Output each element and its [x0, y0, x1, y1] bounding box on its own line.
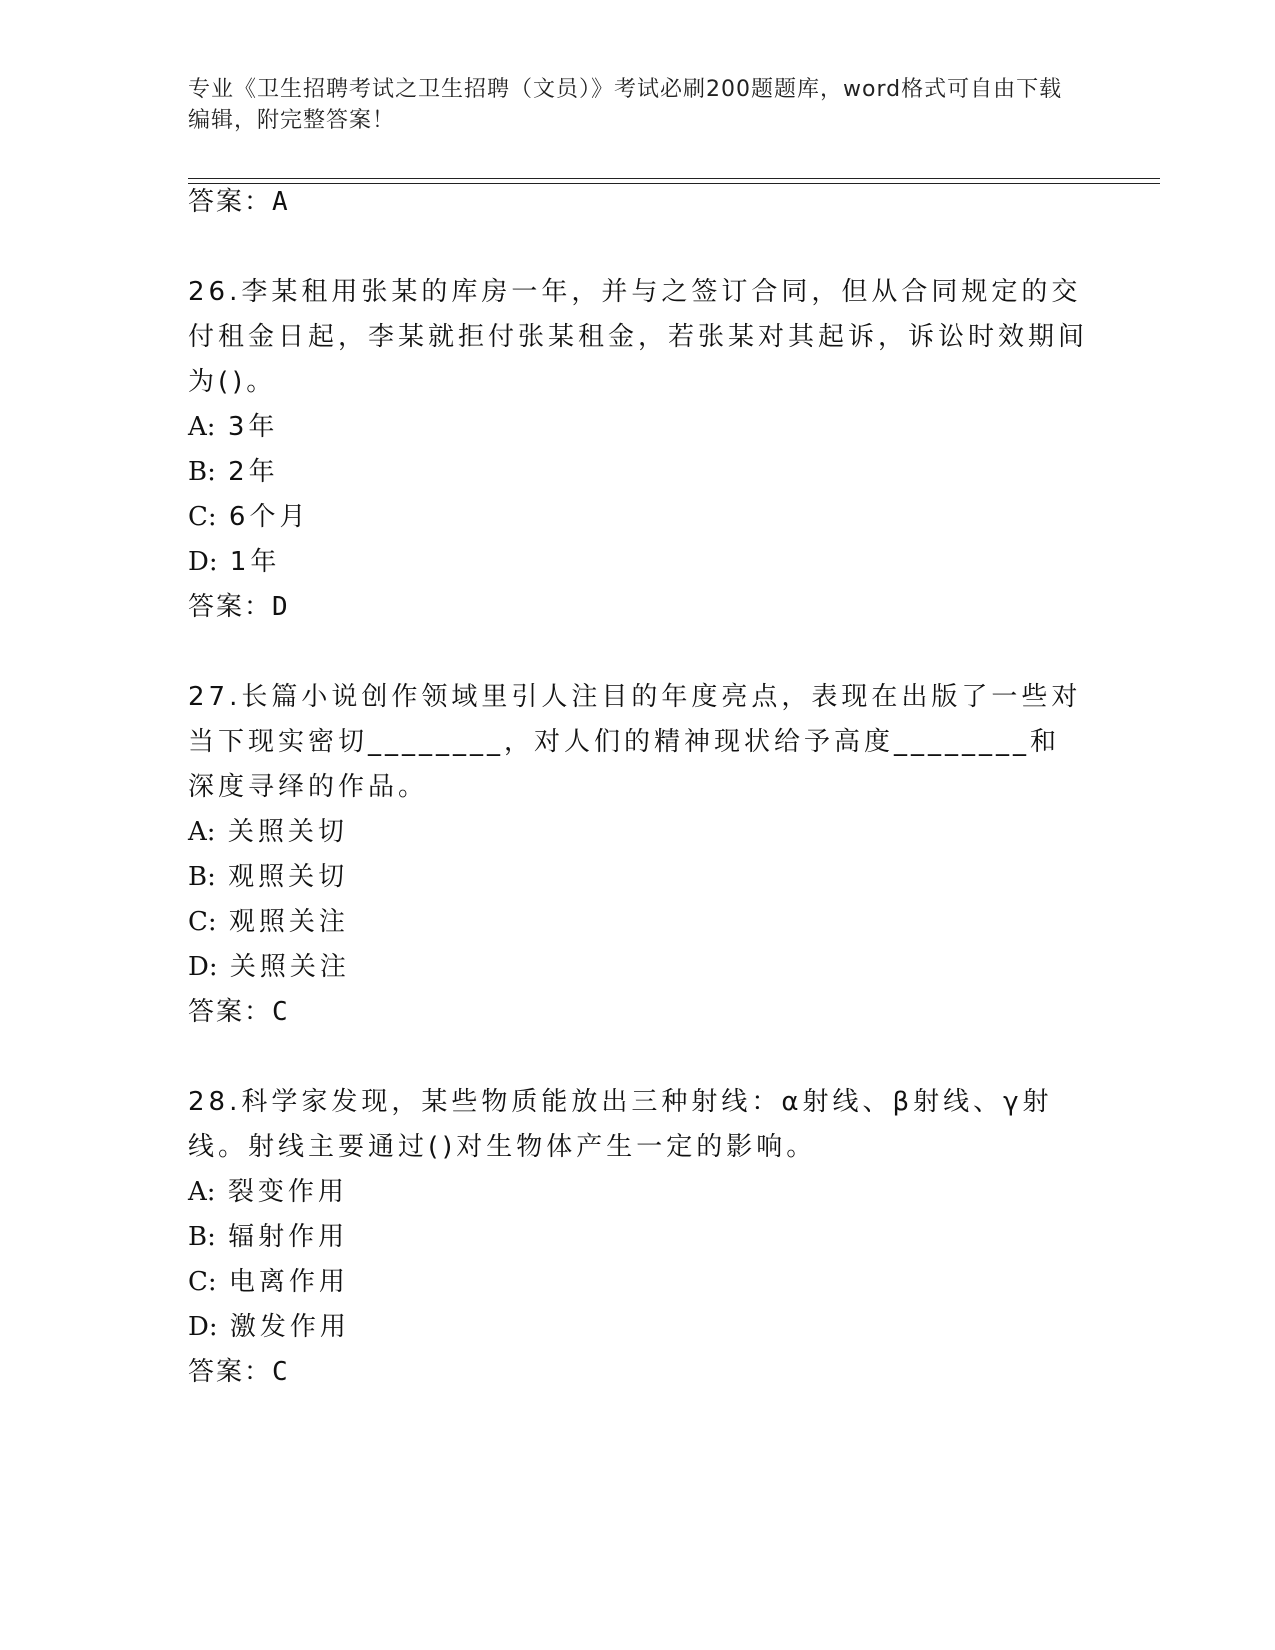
option-letter: B:	[188, 1222, 216, 1252]
option-c	[188, 495, 1088, 540]
option-a	[188, 1170, 1088, 1215]
option-letter: D:	[188, 547, 218, 577]
option-letter: A:	[188, 412, 216, 442]
question-stem: 26.李某租用张某的库房一年，并与之签订合同，但从合同规定的交付租金日起，李某就拒付张某租金，若张某对其起诉，诉讼时效期间为()。	[188, 277, 1089, 397]
option-b	[188, 855, 1088, 900]
question-28	[188, 1080, 1088, 1395]
previous-answer	[188, 184, 290, 220]
option-b	[188, 1215, 1088, 1260]
option-letter: D:	[188, 1312, 218, 1342]
option-text: 关照关切	[227, 817, 348, 847]
option-text: 3年	[227, 412, 279, 442]
option-a	[188, 810, 1088, 855]
option-text: 裂变作用	[227, 1177, 348, 1207]
question-stem: 28.科学家发现，某些物质能放出三种射线：α射线、β射线、γ射线。射线主要通过()对生物体产生一定的影响。	[188, 1087, 1053, 1162]
option-letter: A:	[188, 817, 216, 847]
option-letter: C:	[188, 502, 217, 532]
answer-value: C	[272, 1357, 290, 1387]
question-26	[188, 270, 1088, 630]
option-text: 2年	[228, 457, 279, 487]
answer-value: C	[272, 997, 290, 1027]
option-d	[188, 945, 1088, 990]
option-letter: B:	[188, 457, 216, 487]
option-text: 观照关切	[228, 862, 349, 892]
option-text: 电离作用	[228, 1267, 349, 1297]
question-27	[188, 675, 1088, 1035]
option-d	[188, 1305, 1088, 1350]
answer-value: D	[272, 592, 290, 622]
header-rule-top	[188, 178, 1160, 179]
option-c	[188, 1260, 1088, 1305]
option-text: 观照关注	[228, 907, 349, 937]
answer-label: 答案：	[188, 997, 273, 1027]
question-answer	[188, 990, 1088, 1035]
option-text: 关照关注	[229, 952, 350, 982]
answer-value: A	[272, 187, 290, 217]
option-text: 辐射作用	[228, 1222, 349, 1252]
question-stem: 27.长篇小说创作领域里引人注目的年度亮点，表现在出版了一些对当下现实密切________，对人们的精神现状给予高度________和深度寻绎的作品。	[188, 682, 1082, 802]
option-d	[188, 540, 1088, 585]
option-letter: C:	[188, 1267, 217, 1297]
option-a	[188, 405, 1088, 450]
option-letter: D:	[188, 952, 218, 982]
option-text: 1年	[229, 547, 281, 577]
option-letter: C:	[188, 907, 217, 937]
option-b	[188, 450, 1088, 495]
option-text: 激发作用	[229, 1312, 350, 1342]
answer-label: 答案：	[188, 592, 273, 622]
option-c	[188, 900, 1088, 945]
answer-label: 答案：	[188, 1357, 273, 1387]
option-letter: B:	[188, 862, 216, 892]
option-letter: A:	[188, 1177, 216, 1207]
question-answer	[188, 1350, 1088, 1395]
header-rule-bottom	[188, 183, 1160, 184]
option-text: 6个月	[228, 502, 310, 532]
answer-label: 答案：	[188, 187, 273, 217]
document-header: 专业《卫生招聘考试之卫生招聘（文员）》考试必刷200题题库，word格式可自由下载编辑，附完整答案！	[188, 77, 1063, 133]
question-answer	[188, 585, 1088, 630]
